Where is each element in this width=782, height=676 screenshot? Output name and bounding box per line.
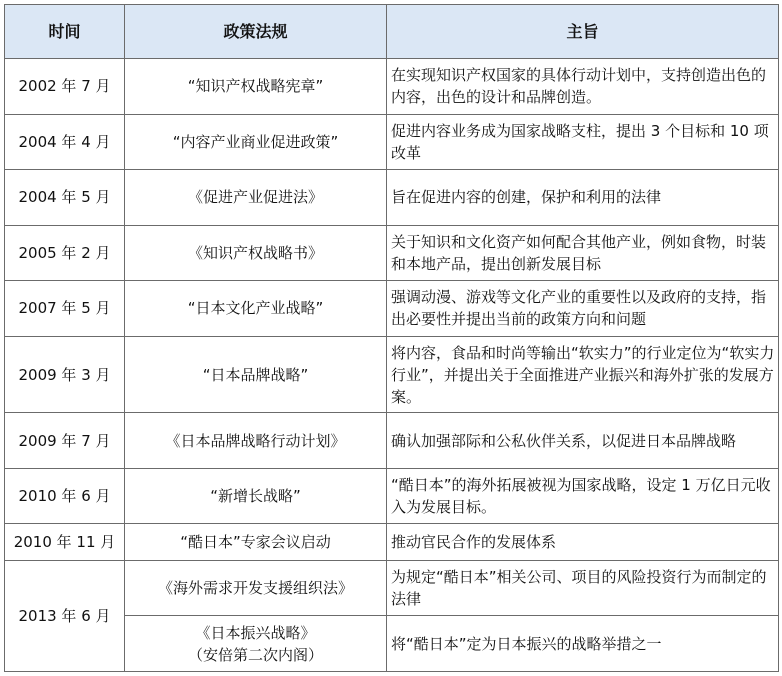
purpose-cell: 促进内容业务成为国家战略支柱，提出 3 个目标和 10 项改革 <box>387 114 779 170</box>
purpose-cell: 将内容，食品和时尚等输出“软实力”的行业定位为“软实力行业”，并提出关于全面推进产业振兴和海外扩张的发展方案。 <box>387 336 779 413</box>
table-row <box>5 413 779 469</box>
purpose-cell: 关于知识和文化资产如何配合其他产业，例如食物，时装和本地产品，提出创新发展目标 <box>387 225 779 281</box>
time-cell: 2009 年 3 月 <box>5 336 125 413</box>
policy-cell <box>125 616 387 672</box>
time-cell: 2004 年 4 月 <box>5 114 125 170</box>
purpose-cell: “酷日本”的海外拓展被视为国家战略，设定 1 万亿日元收入为发展目标。 <box>387 468 779 524</box>
table-row <box>5 468 779 524</box>
purpose-cell: 将“酷日本”定为日本振兴的战略举措之一 <box>387 616 779 672</box>
policy-cell: “内容产业商业促进政策” <box>125 114 387 170</box>
table-row <box>5 170 779 226</box>
policy-cell: 《知识产权战略书》 <box>125 225 387 281</box>
table-row <box>5 336 779 413</box>
policy-note: （安倍第二次内阁） <box>187 645 323 664</box>
policy-cell: “知识产权战略宪章” <box>125 59 387 115</box>
time-cell: 2004 年 5 月 <box>5 170 125 226</box>
header-purpose: 主旨 <box>387 5 779 59</box>
policy-table <box>4 4 779 672</box>
time-cell: 2010 年 11 月 <box>5 524 125 560</box>
policy-cell: “新增长战略” <box>125 468 387 524</box>
purpose-cell: 强调动漫、游戏等文化产业的重要性以及政府的支持，指出必要性并提出当前的政策方向和问题 <box>387 281 779 337</box>
policy-cell: 《日本品牌战略行动计划》 <box>125 413 387 469</box>
purpose-cell: 在实现知识产权国家的具体行动计划中，支持创造出色的内容，出色的设计和品牌创造。 <box>387 59 779 115</box>
purpose-cell: 为规定“酷日本”相关公司、项目的风险投资行为而制定的法律 <box>387 560 779 616</box>
table-row <box>5 114 779 170</box>
time-cell: 2010 年 6 月 <box>5 468 125 524</box>
policy-title: 《日本振兴战略》 <box>195 623 316 642</box>
policy-cell: “酷日本”专家会议启动 <box>125 524 387 560</box>
table-row <box>5 524 779 560</box>
header-policy: 政策法规 <box>125 5 387 59</box>
time-cell: 2013 年 6 月 <box>5 560 125 671</box>
purpose-cell: 推动官民合作的发展体系 <box>387 524 779 560</box>
time-cell: 2002 年 7 月 <box>5 59 125 115</box>
time-cell: 2007 年 5 月 <box>5 281 125 337</box>
purpose-cell: 确认加强部际和公私伙伴关系，以促进日本品牌战略 <box>387 413 779 469</box>
policy-cell: 《海外需求开发支援组织法》 <box>125 560 387 616</box>
policy-cell: “日本品牌战略” <box>125 336 387 413</box>
time-cell: 2005 年 2 月 <box>5 225 125 281</box>
table-row <box>5 59 779 115</box>
header-row <box>5 5 779 59</box>
header-time: 时间 <box>5 5 125 59</box>
policy-cell: “日本文化产业战略” <box>125 281 387 337</box>
table-row <box>5 560 779 616</box>
purpose-cell: 旨在促进内容的创建，保护和利用的法律 <box>387 170 779 226</box>
table-row <box>5 281 779 337</box>
time-cell: 2009 年 7 月 <box>5 413 125 469</box>
policy-cell: 《促进产业促进法》 <box>125 170 387 226</box>
table-row <box>5 225 779 281</box>
